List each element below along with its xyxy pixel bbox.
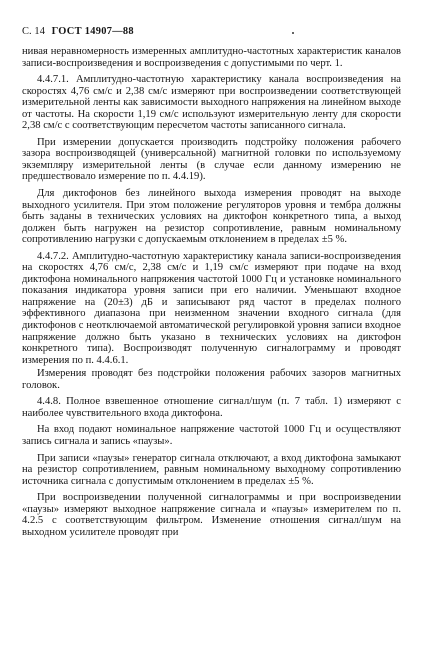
page-header: [22, 24, 401, 40]
paragraph-head-adjustment: При измерении допускается производить подстройку положения рабочего зазора воспроизводящей (универсальной) магнитной головки по используемому экземпляру измерительной ленты (в случае если данному измерению не предшествовало измерение по п. 4.4.19).: [22, 136, 401, 183]
paragraph-4-4-7-1: 4.4.7.1. Амплитудно-частотную характеристику канала воспроизведения на скоростях 4,76 см/с и 2,38 см/с измеряют при воспроизведении соответствующей измерительной ленты как зависимости выходного напряжения на линейном выходе от частоты. На скорости 1,19 см/с используют измерительную ленту для скорости 2,38 см/с с соответствующим пересчетом частоты записанного сигнала.: [22, 74, 401, 132]
page-number: С. 14: [22, 26, 46, 37]
paragraph-input-signal: На вход подают номинальное напряжение частотой 1000 Гц и осуществляют запись сигнала и запись «паузы».: [22, 424, 401, 447]
paragraph-playback-measurement: При воспроизведении полученной сигналограммы и при воспроизведении «паузы» измеряют выходное напряжение сигнала и «паузы» измерителем по п. 4.2.5 с соответствующим фильтром. Изменение отношения сигнал/шум на выходном усилителе проводят при: [22, 492, 401, 538]
paragraph-pause-recording: При записи «паузы» генератор сигнала отключают, а вход диктофона замыкают на резистор сопротивлением, равным номинальному выходному сопротивлению источника сигнала с допустимым отклонением в пределах ±5 %.: [22, 452, 401, 487]
paragraph-no-head-adjustment: Измерения проводят без подстройки положения рабочих зазоров магнитных головок.: [22, 368, 401, 391]
paragraph-4-4-7-2: 4.4.7.2. Амплитудно-частотную характеристику канала записи-воспроизведения на скоростях 4,76 см/с, 2,38 см/с и 1,19 см/с измеряют при подаче на вход диктофона номинального напряжения частотой 1000 Гц и установке номинального показания индикатора уровня записи при его наличии. Уменьшают входное напряжение на (20±3) дБ и записывают ряд частот в пределах полного эффективного диапазона при неизменном значении входного сигнала (для диктофонов с неотключаемой автоматической регулировкой уровня записи входное напряжение должно быть указано в технических условиях на диктофон конкретного типа). Воспроизводят полученную сигналограмму и проводят измерения по п. 4.4.6.1.: [22, 250, 401, 366]
paragraph-4-4-8: 4.4.8. Полное взвешенное отношение сигнал/шум (п. 7 табл. 1) измеряют с наиболее чувствительного входа диктофона.: [22, 396, 401, 419]
paragraph-no-line-output: Для диктофонов без линейного выхода измерения проводят на выходе выходного усилителя. При этом положение регуляторов уровня и тембра должны быть заданы в технических условиях на диктофон конкретного типа, а выход должен быть нагружен на резистор сопротивление, равным номинальному сопротивлению нагрузки с допускаемым отклонением в пределах ±5 %.: [22, 188, 401, 246]
paragraph-continuation: нивая неравномерность измеренных амплитудно-частотных характеристик каналов записи-воспроизведения и воспроизведения с допустимыми по черт. 1.: [22, 46, 401, 69]
ink-speck: [292, 32, 294, 34]
document-page: [22, 24, 401, 650]
document-body: [22, 46, 401, 543]
standard-designation: ГОСТ 14907—88: [51, 26, 134, 37]
